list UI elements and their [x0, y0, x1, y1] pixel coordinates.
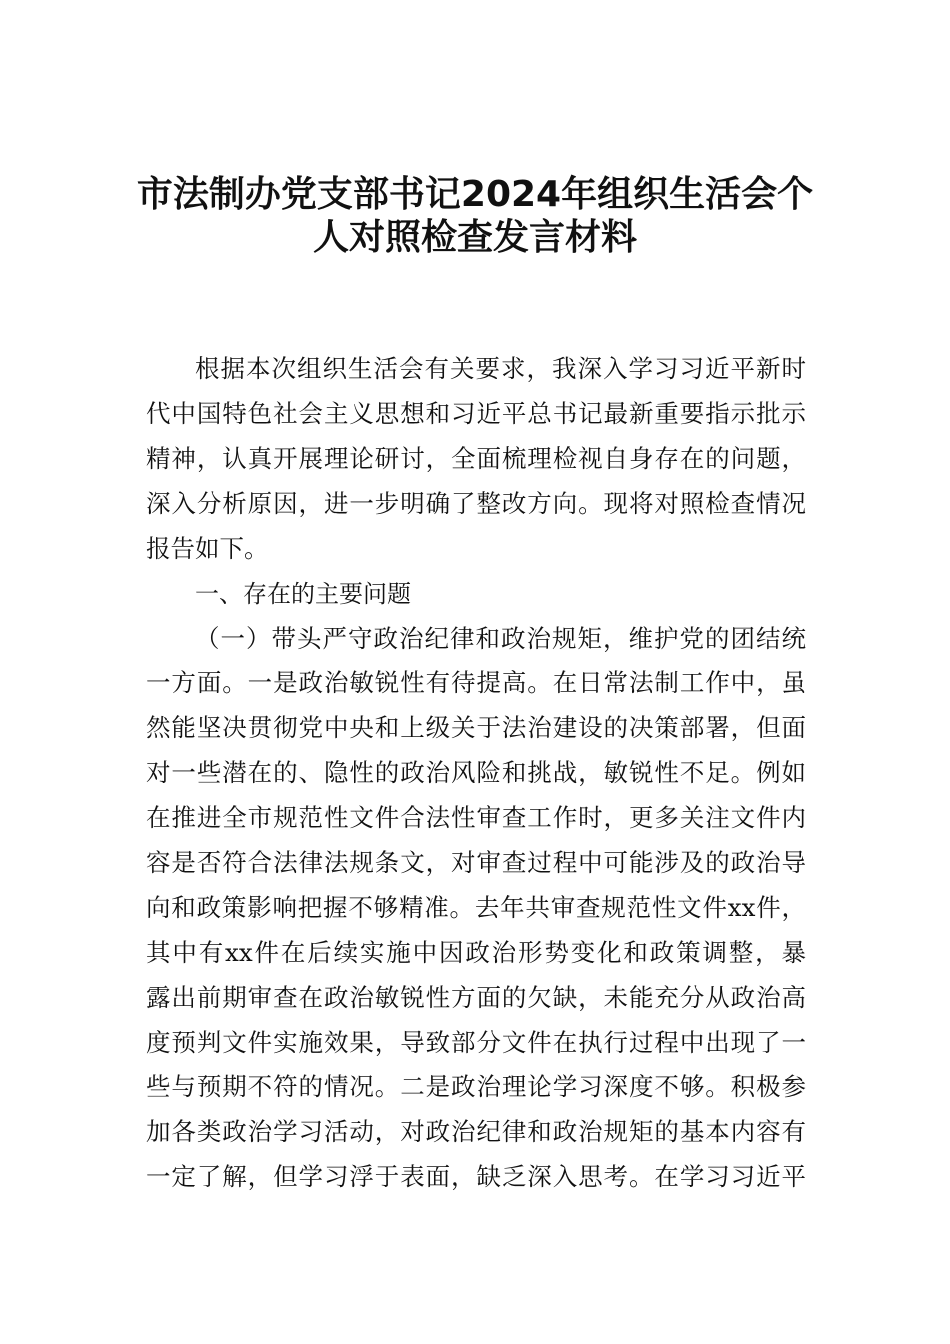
paragraph-line: 然能坚决贯彻党中央和上级关于法治建设的决策部署，但面 [146, 713, 806, 742]
paragraph-line: 加各类政治学习活动，对政治纪律和政治规矩的基本内容有 [146, 1117, 806, 1146]
paragraph-line: 些与预期不符的情况。二是政治理论学习深度不够。积极参 [146, 1072, 806, 1101]
paragraph-line: 报告如下。 [146, 534, 269, 563]
paragraph-line: （一）带头严守政治纪律和政治规矩，维护党的团结统 [195, 624, 806, 653]
paragraph-line: 向和政策影响把握不够精准。去年共审查规范性文件xx件， [146, 893, 806, 922]
section-heading: 一、存在的主要问题 [195, 580, 411, 608]
document-title-line-2: 人对照检查发言材料 [312, 217, 637, 258]
paragraph-line: 一方面。一是政治敏锐性有待提高。在日常法制工作中，虽 [146, 668, 806, 697]
paragraph-line: 其中有xx件在后续实施中因政治形势变化和政策调整，暴 [146, 938, 806, 967]
paragraph-line: 对一些潜在的、隐性的政治风险和挑战，敏锐性不足。例如 [146, 758, 806, 787]
paragraph-line: 一定了解，但学习浮于表面，缺乏深入思考。在学习习近平 [146, 1162, 806, 1191]
paragraph-line: 度预判文件实施效果，导致部分文件在执行过程中出现了一 [146, 1028, 806, 1057]
paragraph-line: 深入分析原因，进一步明确了整改方向。现将对照检查情况 [146, 489, 806, 518]
paragraph-line: 精神，认真开展理论研讨，全面梳理检视自身存在的问题， [146, 444, 806, 473]
paragraph-line: 露出前期审查在政治敏锐性方面的欠缺，未能充分从政治高 [146, 983, 806, 1012]
document-title-line-1: 市法制办党支部书记2024年组织生活会个 [136, 174, 814, 215]
paragraph-line: 代中国特色社会主义思想和习近平总书记最新重要指示批示 [146, 399, 806, 428]
paragraph-line: 在推进全市规范性文件合法性审查工作时，更多关注文件内 [146, 803, 806, 832]
paragraph-line: 根据本次组织生活会有关要求，我深入学习习近平新时 [195, 354, 806, 383]
paragraph-line: 容是否符合法律法规条文，对审查过程中可能涉及的政治导 [146, 848, 806, 877]
